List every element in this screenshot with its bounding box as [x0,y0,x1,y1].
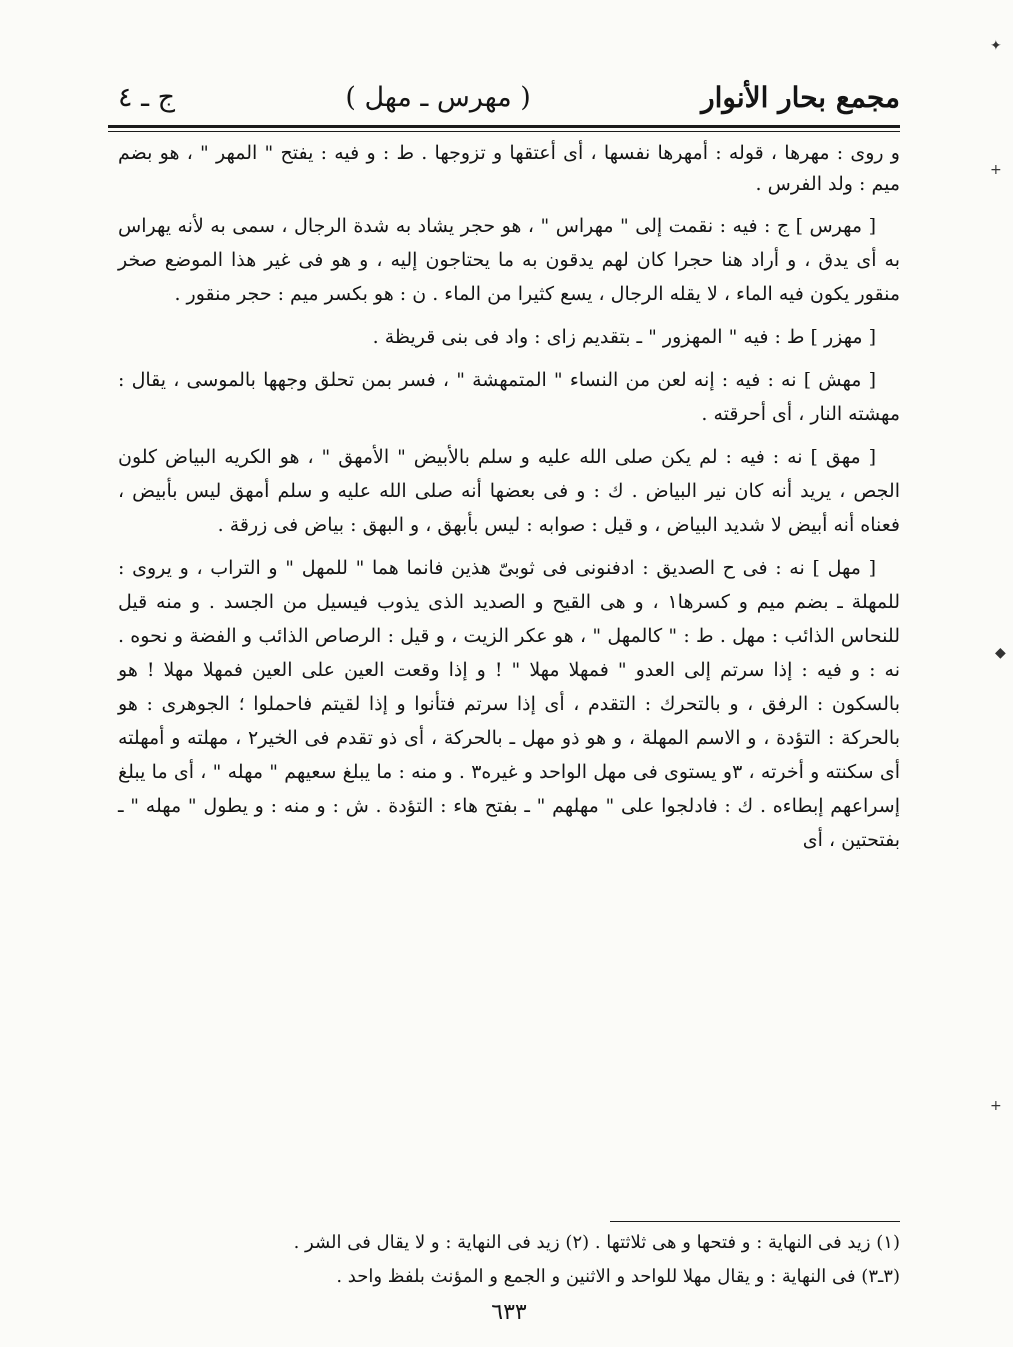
running-header [118,72,900,122]
document-page [118,58,900,1328]
scan-mark: + [990,1098,1002,1114]
entry-mahaq: [ مهق ] نه : فيه : لم يكن صلى الله عليه و سلم بالأبيض " الأمهق " ، هو الكريه البياض كلون الجص ، يريد أنه كان نير البياض . ك : و فى بعضها أنه صلى الله عليه و سلم أمهق ليس بأبيض ، فعناه أنه أبيض لا شديد البياض ، و قيل : صوابه : ليس بأبهق ، و البهق : بياض فى زرقة . [118,446,900,536]
entry-mahal: [ مهل ] نه : فى ح الصديق : ادفنونى فى ثوبىّ هذين فانما هما " للمهل " و التراب ، و يروى : للمهلة ـ بضم ميم و كسرها١ ، و هى القيح و الصديد الذى يذوب فيسيل من الجسد . و منه قيل للنحاس الذائب : مهل . ط : " كالمهل " ، هو عكر الزيت ، و قيل : الرصاص الذائب و الفضة و نحوه . نه : و فيه : إذا سرتم إلى العدو " فمهلا مهلا " ! و إذا وقعت العين على العين فمهلا مهلا ! هو بالسكون : الرفق ، و بالتحرك : التقدم ، أى إذا سرتم فتأنوا و إذا لقيتم فاحملوا ؛ الجوهرى : هو بالحركة : التؤدة ، و الاسم المهلة ، و هو ذو مهل ـ بالحركة ، أى ذو تقدم فى الخير٢ ، مهلته و أمهلته أى سكنته و أخرته ، ٣و يستوى فى مهل الواحد و غيره٣ . و منه : ما يبلغ سعيهم " مهله " ، أى ما يبلغ إسراعهم إبطاءه . ك : فادلجوا على " مهلهم " ـ بفتح هاء : التؤدة . ش : و منه : و يطول " مهله " ـ بفتحتين ، أى [118,557,900,851]
header-rule-thick [108,125,900,128]
footnote-line: (١) زيد فى النهاية : و فتحها و هى ثلاثتها . (٢) زيد فى النهاية : و لا يقال فى الشر . [293,1232,900,1253]
footnote-line: (٣ـ٣) فى النهاية : و يقال مهلا للواحد و الاثنين و الجمع و المؤنث بلفظ واحد . [336,1266,900,1287]
entry-range: ( مهرس ـ مهل ) [345,81,531,113]
entry-mahash: [ مهش ] نه : فيه : إنه لعن من النساء " المتمهشة " ، فسر بمن تحلق وجهها بالموسى ، يقال : مهشته النار ، أى أحرقته . [118,369,900,425]
header-rule-thin [108,131,900,132]
entry-mahras: [ مهرس ] ج : فيه : نقمت إلى " مهراس " ، هو حجر يشاد به شدة الرجال ، سمى به لأنه يهراس به أى يدق ، و أراد هنا حجرا كان لهم يدقون به ما يحتاجون إليه ، و هو فى غير هذا الموضع صخر منقور يكون فيه الماء ، لا يقله الرجال ، يسع كثيرا من الماء . ن : هو بكسر ميم : حجر منقور . [118,215,900,305]
main-text [118,138,900,866]
paragraph-continuation: و روى : مهرها ، قوله : أمهرها نفسها ، أى أعتقها و تزوجها . ط : و فيه : يفتح " المهر " ، هو بضم ميم : ولد الفرس . [118,142,900,195]
scan-mark: ✦ [990,38,1002,54]
page-number: ٦٣٣ [491,1300,527,1325]
scan-mark: + [990,162,1002,178]
book-title: مجمع بحار الأنوار [701,80,900,114]
volume-number: ج ـ ٤ [118,81,176,113]
entry-mahzar: [ مهزر ] ط : فيه " المهزور " ـ بتقديم زاى : واد فى بنى قريظة . [372,326,876,348]
footnotes [138,1226,900,1294]
footnote-rule [610,1221,900,1222]
scan-mark: ◆ [995,645,1006,661]
